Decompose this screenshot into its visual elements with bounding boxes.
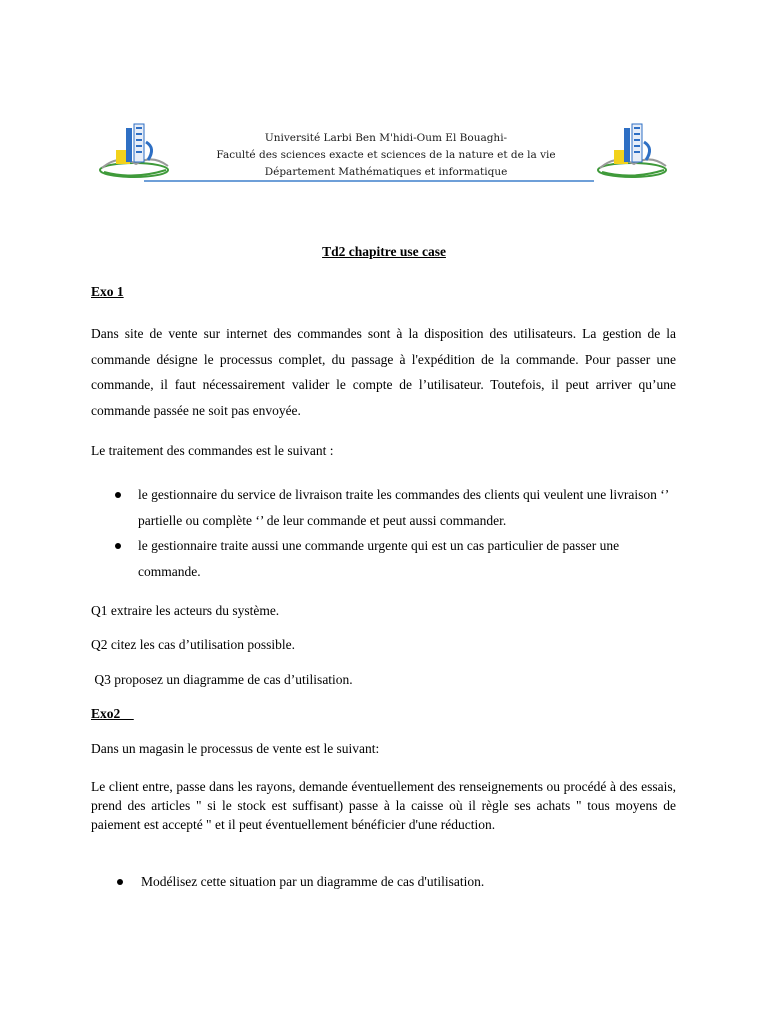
university-logo-icon [96, 120, 174, 182]
department-name: Département Mathématiques et informatique [264, 166, 508, 178]
exo2-heading: Exo2 [91, 706, 134, 721]
question-q3: Q3 proposez un diagramme de cas d’utilisation. [91, 672, 353, 687]
university-header [96, 118, 672, 188]
exo1-paragraph: Dans site de vente sur internet des commandes sont à la disposition des utilisateurs. La gestion de la commande désigne le processus complet, du passage à l'expédition de la commande. Pour passer une commande, il faut nécessairement valider le compte de l’utilisateur. Toutefois, il peut arriver qu’une commande passée ne soit pas envoyée. [91, 326, 676, 418]
question-q1: Q1 extraire les acteurs du système. [91, 603, 280, 618]
exo1-heading: Exo 1 [91, 284, 124, 299]
faculty-name: Faculté des sciences exacte et sciences de la nature et de la vie [216, 149, 556, 161]
exo2-paragraph: Le client entre, passe dans les rayons, demande éventuellement des renseignements ou procédé à des essais, prend des articles " si le stock est suffisant) passe à la caisse où il règle ses achats " tous moyens de paiement est accepté " et il peut éventuellement bénéficier d'une réduction. [91, 779, 676, 832]
university-name: Université Larbi Ben M'hidi-Oum El Bouaghi- [264, 132, 508, 144]
header-divider [144, 180, 594, 182]
bullet-icon [115, 492, 121, 498]
list-item [0, 482, 768, 534]
list-item [0, 872, 768, 896]
exo1-intro: Le traitement des commandes est le suivant : [91, 443, 334, 458]
question-q2: Q2 citez les cas d’utilisation possible. [91, 637, 295, 652]
bullet-icon [115, 543, 121, 549]
bullet-text: le gestionnaire traite aussi une commande urgente qui est un cas particulier de passer une commande. [138, 538, 620, 579]
bullet-text: Modélisez cette situation par un diagramme de cas d'utilisation. [141, 874, 485, 889]
university-name-block [186, 130, 586, 181]
bullet-icon [117, 879, 123, 885]
list-item [0, 533, 768, 585]
bullet-text: le gestionnaire du service de livraison traite les commandes des clients qui veulent une livraison ‘’ partielle ou complète ‘’ de leur commande et peut aussi commander. [138, 487, 669, 528]
university-logo-icon [594, 120, 672, 182]
exo2-intro: Dans un magasin le processus de vente est le suivant: [91, 741, 380, 756]
document-title: Td2 chapitre use case [322, 244, 446, 259]
